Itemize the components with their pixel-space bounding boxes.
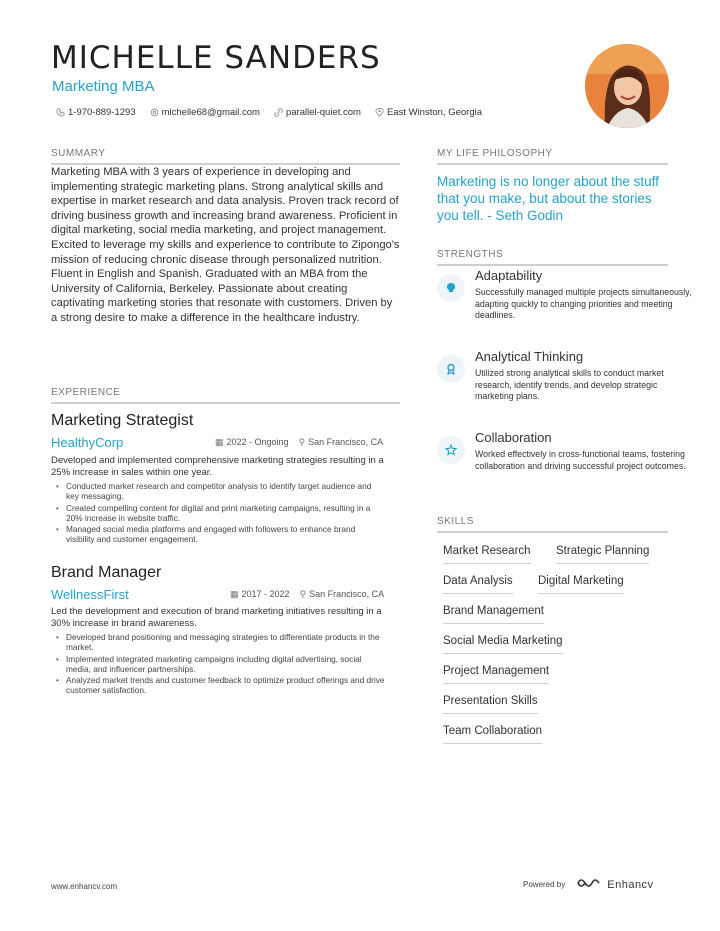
skill-tag: Project Management [443, 665, 549, 684]
location-icon: ⚲ [298, 437, 306, 447]
powered-by-text: Powered by [523, 880, 566, 889]
calendar-icon: ▦ [215, 437, 224, 447]
footer-website[interactable]: www.enhancv.com [51, 882, 118, 891]
job-bullets [51, 481, 386, 546]
contact-phone[interactable] [56, 107, 136, 118]
job-location [299, 437, 384, 448]
skill-tag: Digital Marketing [538, 575, 624, 594]
email-icon [150, 108, 159, 117]
calendar-icon: ▦ [230, 589, 239, 599]
job-meta [215, 437, 383, 448]
job-bullets [51, 632, 386, 697]
contact-website-text: parallel-quiet.com [285, 107, 361, 118]
job-dates-text: 2017 - 2022 [241, 589, 290, 599]
ribbon-icon [437, 355, 465, 383]
skill-tag: Social Media Marketing [443, 635, 563, 654]
job-location-text: San Francisco, CA [308, 437, 384, 447]
enhancv-logo[interactable] [577, 877, 653, 892]
job-description: Developed and implemented comprehensive marketing strategies resulting in a 25% increase in sales within one year. [51, 455, 384, 478]
job-title: Marketing Strategist [51, 412, 194, 429]
contact-bar [56, 107, 482, 118]
experience-heading: EXPERIENCE [51, 387, 400, 404]
job-location-text: San Francisco, CA [309, 589, 385, 599]
summary-heading: SUMMARY [51, 148, 400, 165]
skill-tag: Presentation Skills [443, 695, 538, 714]
job-dates-text: 2022 - Ongoing [226, 437, 289, 447]
list-item: • Developed brand positioning and messaging strategies to differentiate products in the market. [51, 632, 386, 653]
skill-tag: Strategic Planning [556, 545, 649, 564]
contact-phone-text: 1-970-889-1293 [68, 107, 136, 118]
skills-heading: SKILLS [437, 516, 668, 533]
contact-email[interactable] [150, 107, 260, 118]
summary-text: Marketing MBA with 3 years of experience in developing and implementing strategic marketing plans. Strong analytical skills and expertise in market research and data analysis. Proven track record of driving business growth and increasing brand awareness. Proficient in digital marketing, social media marketing, and project management. Excited to leverage my skills and experience to contribute to Zipongo's mission of reducing chronic disease through personalized nutrition. Fluent in English and Spanish. Graduated with an MBA from the University of California, Berkeley. Passionate about creating captivating marketing stories that resonate with customers. Driven by a strong desire to make a difference in the healthcare industry. [51, 166, 400, 324]
contact-location [375, 107, 482, 118]
contact-location-text: East Winston, Georgia [386, 107, 482, 118]
contact-website[interactable] [274, 107, 361, 118]
candidate-title: Marketing MBA [52, 78, 155, 95]
profile-photo [585, 44, 669, 128]
strength-title: Adaptability [475, 268, 543, 283]
strength-title: Collaboration [475, 430, 552, 445]
strengths-heading: STRENGTHS [437, 249, 668, 266]
job-dates [215, 437, 289, 448]
job-title: Brand Manager [51, 564, 162, 581]
philosophy-quote: Marketing is no longer about the stuff that you make, but about the stories you tell. - Seth Godin [437, 174, 659, 223]
strength-description: Worked effectively in cross-functional teams, fostering collaboration and driving successful project outcomes. [475, 449, 686, 471]
strength-description: Successfully managed multiple projects simultaneously, adapting quickly to changing priorities and meeting deadlines. [475, 287, 692, 320]
skill-tag: Team Collaboration [443, 725, 542, 744]
footer-branding [523, 877, 654, 892]
star-icon [437, 436, 465, 464]
enhancv-logo-text: Enhancv [607, 878, 654, 891]
philosophy-heading: MY LIFE PHILOSOPHY [437, 148, 668, 165]
job-description: Led the development and execution of brand marketing initiatives resulting in a 30% increase in brand awareness. [51, 606, 382, 629]
location-icon: ⚲ [299, 589, 307, 599]
candidate-name: MICHELLE SANDERS [51, 40, 381, 76]
phone-icon [56, 108, 65, 117]
job-location [300, 589, 385, 600]
list-item: • Analyzed market trends and customer feedback to optimize product offerings and drive customer satisfaction. [51, 675, 386, 696]
strength-description: Utilized strong analytical skills to conduct market research, identify trends, and develop strategic marketing plans. [475, 368, 664, 401]
lightbulb-icon [437, 274, 465, 302]
contact-email-text: michelle68@gmail.com [161, 107, 260, 118]
location-icon [375, 108, 384, 117]
list-item: • Conducted market research and competitor analysis to identify target audience and key messaging. [51, 481, 386, 502]
job-company: HealthyCorp [51, 435, 124, 450]
skill-tag: Data Analysis [443, 575, 513, 594]
link-icon [274, 108, 283, 117]
list-item: • Managed social media platforms and engaged with followers to enhance brand visibility and customer engagement. [51, 524, 386, 545]
skill-tag: Market Research [443, 545, 531, 564]
list-item: • Implemented integrated marketing campaigns including digital advertising, social media, and influencer partnerships. [51, 654, 386, 675]
job-meta [230, 589, 384, 600]
list-item: • Created compelling content for digital and print marketing campaigns, resulting in a 20% increase in website traffic. [51, 503, 386, 524]
skill-tag: Brand Management [443, 605, 544, 624]
job-dates [230, 589, 290, 600]
strength-title: Analytical Thinking [475, 349, 584, 364]
job-company: WellnessFirst [51, 587, 129, 602]
enhancv-logo-icon [577, 877, 603, 892]
